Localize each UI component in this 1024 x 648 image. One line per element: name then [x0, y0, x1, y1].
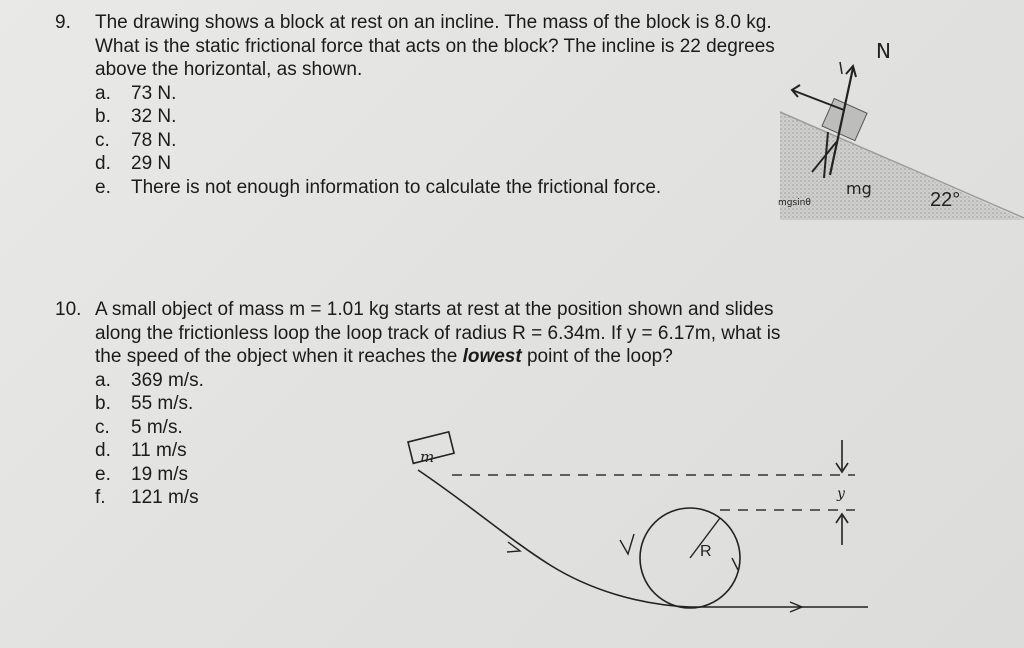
incline-figure [740, 40, 1024, 220]
option-letter: c. [95, 129, 110, 151]
option-letter: a. [95, 369, 111, 391]
question-10-line-3 [95, 345, 885, 369]
option-text: 29 N [131, 153, 172, 174]
label-N: N [876, 40, 891, 63]
handwritten-mark [620, 534, 634, 554]
label-mg: mg [846, 179, 872, 198]
option-letter: e. [95, 463, 111, 485]
question-10-number: 10. [55, 299, 82, 320]
option-text: 19 m/s [131, 463, 189, 485]
option-letter: c. [95, 416, 110, 438]
question-9-options [95, 82, 835, 200]
option-9e[interactable] [95, 176, 835, 200]
question-10-line-3-end: point of the loop? [521, 346, 673, 367]
tick-mark [840, 62, 842, 74]
question-9-line-1: The drawing shows a block at rest on an incline. The mass of the block is 8.0 kg. [95, 12, 772, 33]
option-text: 121 m/s [131, 487, 199, 508]
handwritten-mark-2 [732, 558, 738, 570]
option-letter: d. [95, 153, 111, 174]
option-text: 78 N. [131, 129, 177, 151]
option-text: 11 m/s [131, 440, 187, 461]
option-text: 73 N. [131, 82, 177, 104]
option-letter: b. [95, 106, 111, 127]
option-9d[interactable] [95, 152, 835, 176]
question-10-line-2: along the frictionless loop the loop track of radius R = 6.34m. If y = 6.17m, what is [95, 322, 781, 344]
question-9-stem [95, 11, 835, 82]
option-10b[interactable] [95, 392, 885, 416]
option-text: There is not enough information to calculate the frictional force. [131, 176, 662, 198]
question-9-number: 9. [55, 12, 71, 33]
option-9c[interactable] [95, 129, 835, 153]
question-9-line-3: above the horizontal, as shown. [95, 59, 363, 80]
label-mgsin: mgsinθ [778, 198, 811, 208]
option-text: 369 m/s. [131, 369, 204, 391]
option-letter: d. [95, 440, 111, 461]
loop-track-figure [390, 430, 880, 620]
option-letter: e. [95, 176, 111, 198]
option-text: 5 m/s. [131, 416, 183, 438]
option-text: 55 m/s. [131, 393, 194, 414]
radius-label: R [700, 543, 712, 560]
option-10a[interactable] [95, 369, 885, 393]
option-letter: f. [95, 487, 106, 508]
question-10-line-1: A small object of mass m = 1.01 kg starts at rest at the position shown and slides [95, 299, 774, 320]
option-text: 32 N. [131, 106, 177, 127]
emphasis-lowest: lowest [462, 346, 522, 367]
option-letter: a. [95, 82, 111, 104]
option-9a[interactable] [95, 82, 835, 106]
option-letter: b. [95, 393, 111, 414]
question-10-line-3-start: the speed of the object when it reaches the [95, 346, 463, 367]
question-9 [55, 11, 835, 199]
angle-label: 22° [930, 189, 961, 211]
option-9b[interactable] [95, 105, 835, 129]
question-9-line-2: What is the static frictional force that acts on the block? The incline is 22 degrees [95, 35, 775, 57]
y-label: y [837, 486, 845, 502]
question-10-stem [95, 298, 885, 369]
mass-label: m [420, 448, 435, 466]
